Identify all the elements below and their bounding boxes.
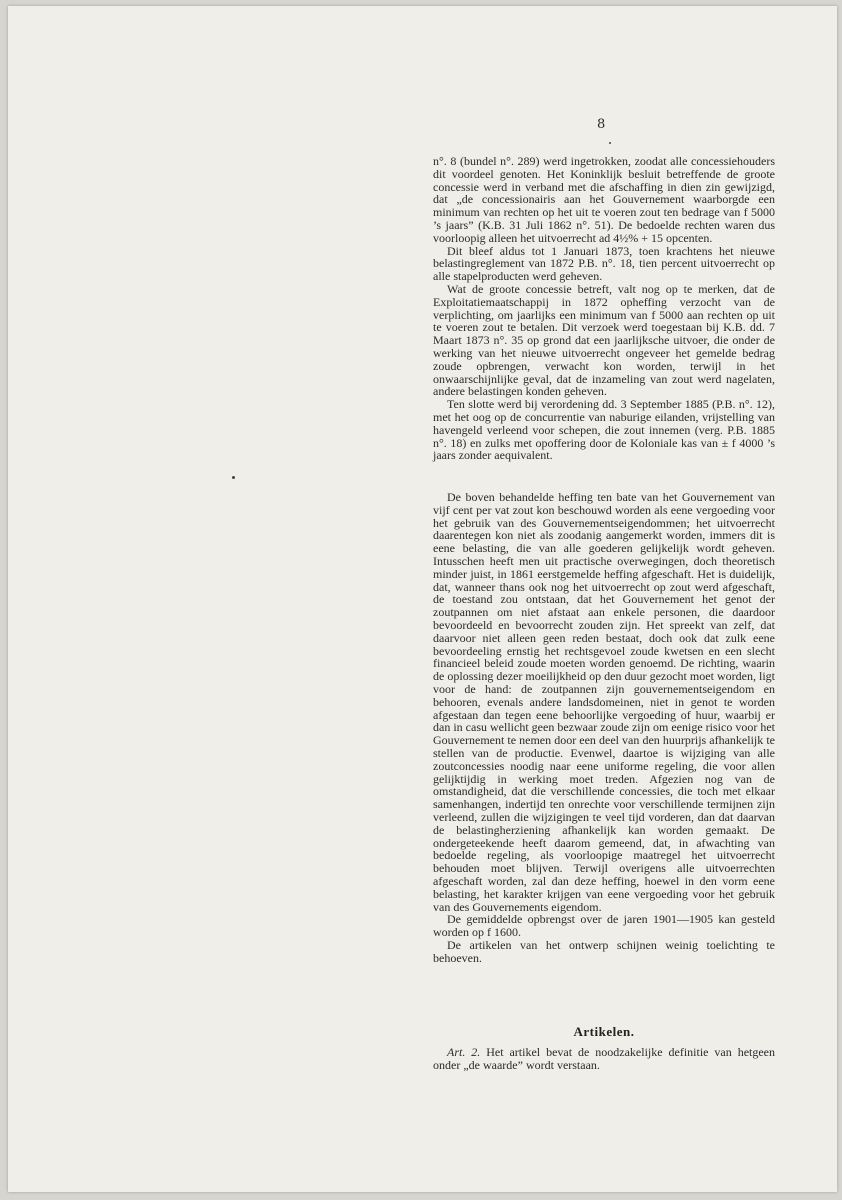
article-text: Het artikel bevat de noodzakelijke definitie van hetgeen onder „de waarde” wordt verstaan. bbox=[433, 1045, 775, 1072]
paragraph-1: n°. 8 (bundel n°. 289) werd ingetrokken, zoodat alle concessiehouders dit voordeel genoten. Het Koninklijk besluit betreffende de groote concessie werd in verband met die afschaffing in dien zin gewijzigd, dat „de concessionairis aan het Gouvernement waarborgde een minimum van rechten op het uit te voeren zout ten bedrage van f 5000 ’s jaars” (K.B. 31 Juli 1862 n°. 51). De bedoelde rechten waren dus voorloopig alleen het uitvoerrecht ad 4½% + 15 opcenten. bbox=[433, 154, 775, 245]
document-page bbox=[8, 6, 837, 1192]
paragraph-3: Wat de groote concessie betreft, valt nog op te merken, dat de Exploitatiemaatschappij in 1872 opheffing verzocht van de verplichting, om jaarlijks een minimum van f 5000 aan rechten op uit te voeren zout te betalen. Dit verzoek werd toegestaan bij K.B. dd. 7 Maart 1873 n°. 35 op grond dat een jaarlijksche uitvoer, die onder de werking van het nieuwe uitvoerrecht ongeveer het gemelde bedrag zoude opbrengen, verwacht kon worden, terwijl in het onwaarschijnlijke geval, dat de inzameling van zout werd nagelaten, andere belastingen konden geheven. bbox=[433, 281, 775, 399]
section-one bbox=[433, 155, 775, 462]
article-label: Art. 2. bbox=[447, 1045, 481, 1059]
paragraph-4: Ten slotte werd bij verordening dd. 3 September 1885 (P.B. n°. 12), met het oog op de concurrentie van naburige eilanden, vrijstelling van havengeld verleend voor schepen, die zout innemen (verg. P.B. 1885 n°. 18) en zulks met opoffering door de Koloniale kas van ± f 4000 ’s jaars zonder aequivalent. bbox=[433, 397, 775, 463]
section-heading: Artikelen. bbox=[573, 1024, 635, 1039]
section-two bbox=[433, 491, 775, 964]
paragraph-7: De artikelen van het ontwerp schijnen weinig toelichting te behoeven. bbox=[433, 937, 775, 965]
paragraph-5: De boven behandelde heffing ten bate van het Gouvernement van vijf cent per vat zout kon beschouwd worden als eene vergoeding voor het gebruik van des Gouvernementseigendommen; het uitvoerrecht daarentegen kon niet als zoodanig aangemerkt worden, immers dit is eene belasting, die van alle goederen gelijkelijk wordt geheven. Intusschen heeft men uit practische overwegingen, doch theoretisch minder juist, in 1861 eerstgemelde heffing afgeschaft. Het is duidelijk, dat, wanneer thans ook nog het uitvoerrecht op zout werd afgeschaft, de toestand zou ontstaan, dat het Gouvernement het genot der zoutpannen om niet afstaat aan enkele personen, die daardoor bevoordeeld en bevoorrecht zouden zijn. Het spreekt van zelf, dat daarvoor niet alleen geen reden bestaat, doch ook dat zulk eene bevoordeeling ernstig het rechtsgevoel zoude kwetsen en een slecht financieel beleid zoude moeten worden genoemd. De richting, waarin de oplossing dezer moeilijkheid op den duur gezocht moet worden, ligt voor de hand: de zoutpannen zijn gouvernementseigendom en behooren, evenals andere landsdomeinen, niet in genot te worden afgestaan dan tegen eene behoorlijke vergoeding of huur, waarbij er dan in casu wellicht geen bezwaar zoude zijn om eenige risico voor het Gouvernement te nemen door een deel van den huurprijs afhankelijk te stellen van de productie. Evenwel, daartoe is wijziging van alle zoutconcessies noodig naar eene uniforme regeling, die voor allen gelijktijdig in werking moet treden. Afgezien nog van de omstandigheid, dat die verschillende concessies, die toch met elkaar samenhangen, indertijd ten onrechte voor verschillende termijnen zijn verleend, zullen die wijzigingen te veel tijd vorderen, dan dat daarvan de belastingherziening afhankelijk kan worden gemaakt. De ondergeteekende heeft daarom gemeend, dat, in afwachting van bedoelde regeling, als voorloopige maatregel het uitvoerrecht behouden moet blijven. Terwijl overigens alle uitvoerrechten afgeschaft worden, zal dan deze heffing, hoewel in den vorm eene belasting, het karakter krijgen van eene vergoeding voor het gebruik van des Gouvernements eigendom. bbox=[433, 490, 775, 914]
page-number: 8 bbox=[597, 117, 606, 132]
paper-speck bbox=[609, 142, 611, 144]
paragraph-6: De gemiddelde opbrengst over de jaren 1901—1905 kan gesteld worden op f 1600. bbox=[433, 912, 775, 940]
article-paragraph bbox=[433, 1046, 775, 1072]
paragraph-2: Dit bleef aldus tot 1 Januari 1873, toen krachtens het nieuwe belastingreglement van 1872 P.B. n°. 18, tien percent uitvoerrecht op alle stapelproducten werd geheven. bbox=[433, 243, 775, 284]
paper-speck bbox=[232, 476, 235, 479]
